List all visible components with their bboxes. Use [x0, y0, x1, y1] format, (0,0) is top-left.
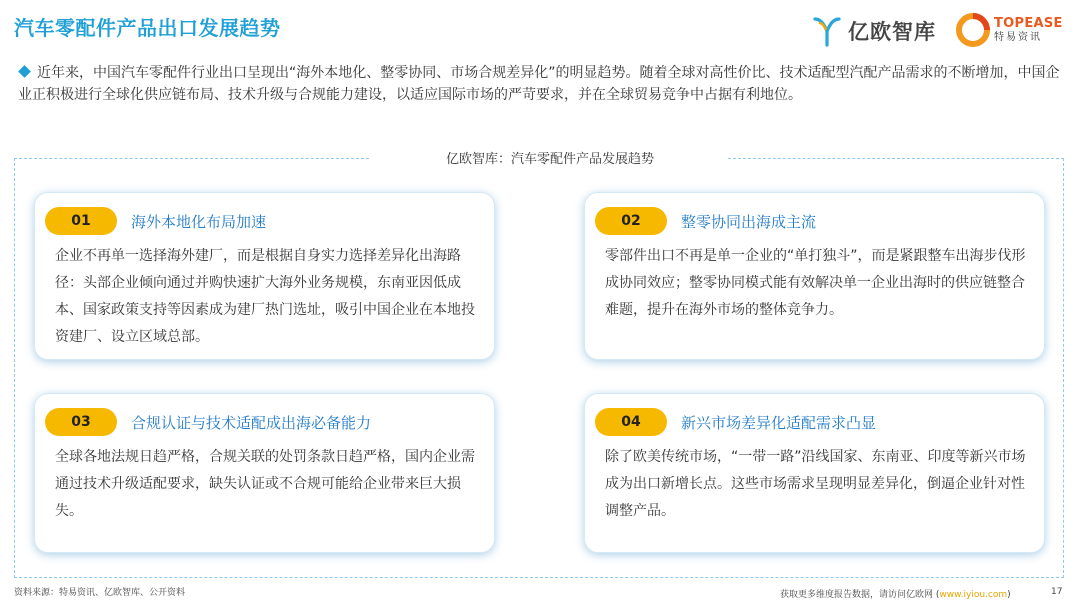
card-number-badge: 04	[595, 408, 667, 436]
yiou-logo-text: 亿欧智库	[848, 20, 936, 44]
trend-card-3	[34, 393, 495, 553]
topease-logo-en: TOPEASE	[994, 16, 1063, 31]
more-info-prefix: 获取更多维度报告数据，请访问亿欧网 (	[780, 590, 940, 600]
more-info-note	[780, 587, 1011, 600]
topease-logo-cn: 特易资讯	[994, 32, 1042, 43]
trend-card-1	[34, 192, 495, 360]
card-number-badge: 02	[595, 207, 667, 235]
trend-card-4	[584, 393, 1045, 553]
page-number: 17	[1051, 587, 1063, 597]
frame-title: 亿欧智库：汽车零配件产品发展趋势	[445, 152, 654, 167]
topease-logo-icon	[956, 13, 990, 47]
frame-top-border-left	[14, 158, 369, 159]
website-link[interactable]: www.iyiou.com	[939, 590, 1008, 600]
card-body: 零部件出口不再是单一企业的“单打独斗”，而是紧跟整车出海步伐形成协同效应；整零协同模式能有效解决单一企业出海时的供应链整合难题，提升在海外市场的整体竞争力。	[605, 248, 1026, 318]
card-title: 整零协同出海成主流	[681, 213, 817, 231]
trend-card-2	[584, 192, 1045, 360]
card-number-badge: 03	[45, 408, 117, 436]
frame-top-border-right	[728, 158, 1064, 159]
intro-paragraph	[18, 62, 1068, 106]
card-body: 除了欧美传统市场，“一带一路”沿线国家、东南亚、印度等新兴市场成为出口新增长点。这些市场需求呈现明显差异化，倒逼企业针对性调整产品。	[605, 449, 1026, 519]
yiou-logo	[812, 14, 936, 48]
topease-logo	[956, 12, 1063, 48]
card-number-badge: 01	[45, 207, 117, 235]
yiou-logo-icon	[812, 15, 842, 47]
card-title: 新兴市场差异化适配需求凸显	[681, 414, 877, 432]
more-info-suffix: )	[1007, 590, 1011, 600]
card-body: 企业不再单一选择海外建厂，而是根据自身实力选择差异化出海路径：头部企业倾向通过并购快速扩大海外业务规模，东南亚因低成本、国家政策支持等因素成为建厂热门选址，吸引中国企业在本地投资建厂、设立区域总部。	[55, 248, 475, 345]
source-note: 资料来源：特易资讯、亿欧智库、公开资料	[14, 588, 186, 598]
diamond-bullet-icon	[18, 65, 31, 78]
card-title: 合规认证与技术适配成出海必备能力	[131, 414, 372, 432]
page-title: 汽车零配件产品出口发展趋势	[14, 16, 281, 40]
card-body: 全球各地法规日趋严格，合规关联的处罚条款日趋严格，国内企业需通过技术升级适配要求，缺失认证或不合规可能给企业带来巨大损失。	[55, 449, 475, 519]
intro-text: 近年来，中国汽车零配件行业出口呈现出“海外本地化、整零协同、市场合规差异化”的明显趋势。随着全球对高性价比、技术适配型汽配产品需求的不断增加，中国企业正积极进行全球化供应链布局、技术升级与合规能力建设，以适应国际市场的严苛要求，并在全球贸易竞争中占据有利地位。	[18, 65, 1060, 103]
card-title: 海外本地化布局加速	[131, 213, 267, 231]
